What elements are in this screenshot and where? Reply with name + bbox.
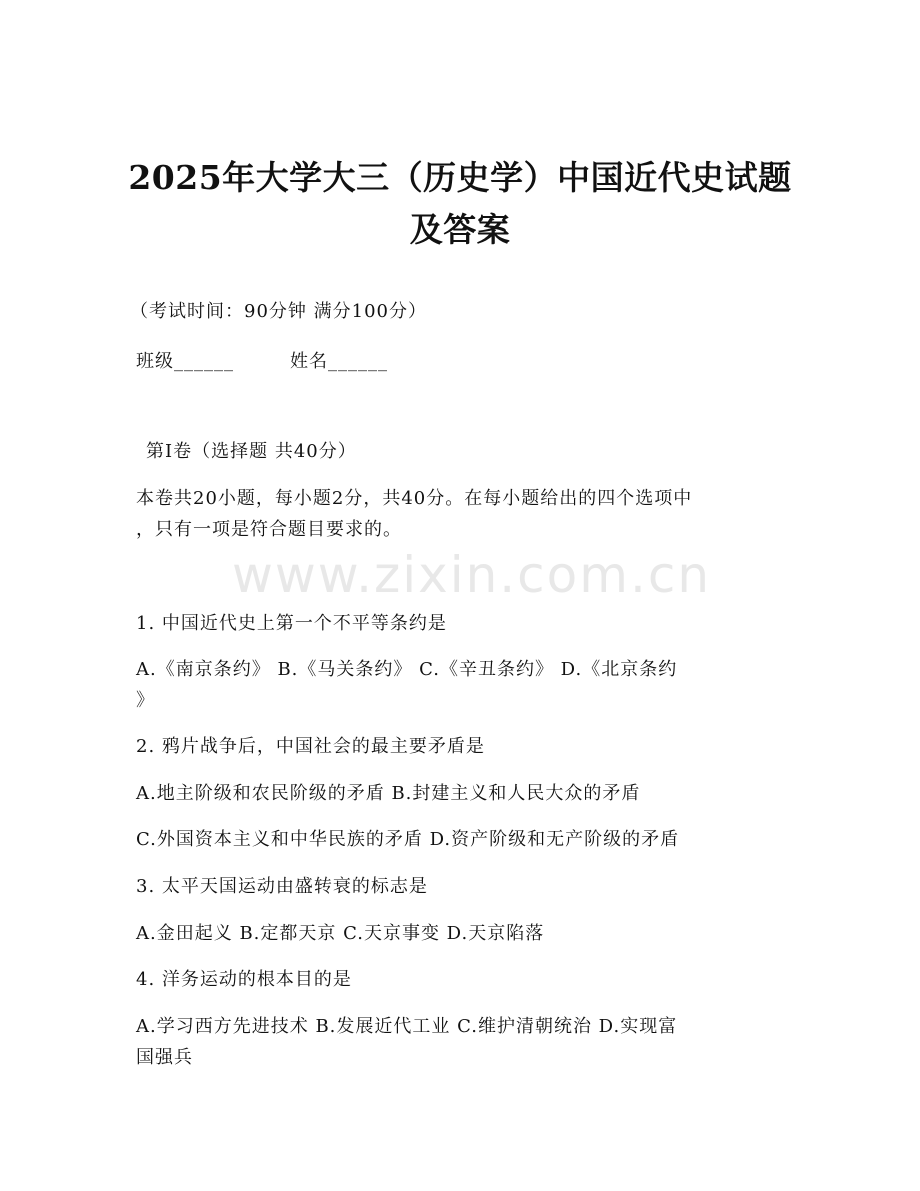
student-fields (136, 348, 388, 376)
question-4-options-line-2: 国强兵 (136, 1047, 193, 1068)
question-1-options-line-2: 》 (136, 690, 155, 711)
question-4-options-line-1: A.学习西方先进技术 B.发展近代工业 C.维护清朝统治 D.实现富 (136, 1016, 678, 1037)
class-field-label: 班级______ (136, 351, 234, 372)
question-3-stem: 3. 太平天国运动由盛转衰的标志是 (136, 876, 428, 897)
question-2-stem: 2. 鸦片战争后，中国社会的最主要矛盾是 (136, 736, 485, 757)
question-1-stem: 1. 中国近代史上第一个不平等条约是 (136, 613, 447, 634)
section-heading: 第Ⅰ卷（选择题 共40分） (146, 441, 357, 462)
question-3-options-line-1: A.金田起义 B.定都天京 C.天京事变 D.天京陷落 (136, 923, 545, 944)
name-field-label: 姓名______ (290, 351, 388, 372)
section-instructions-line-1: 本卷共20小题，每小题2分，共40分。在每小题给出的四个选项中 (136, 488, 693, 509)
question-1-options-line-1: A.《南京条约》 B.《马关条约》 C.《辛丑条约》 D.《北京条约 (136, 659, 678, 680)
section-instructions-line-2: ，只有一项是符合题目要求的。 (136, 519, 402, 540)
watermark: www.zixin.com.cn (232, 546, 712, 604)
question-2-options-line-1: A.地主阶级和农民阶级的矛盾 B.封建主义和人民大众的矛盾 (136, 783, 641, 804)
document-title-line-1: 2025年大学大三（历史学）中国近代史试题 (128, 158, 792, 197)
question-4-stem: 4. 洋务运动的根本目的是 (136, 969, 352, 990)
exam-info: （考试时间：90分钟 满分100分） (130, 301, 427, 322)
question-2-options-line-2: C.外国资本主义和中华民族的矛盾 D.资产阶级和无产阶级的矛盾 (136, 829, 680, 850)
document-title-line-2: 及答案 (409, 210, 511, 249)
